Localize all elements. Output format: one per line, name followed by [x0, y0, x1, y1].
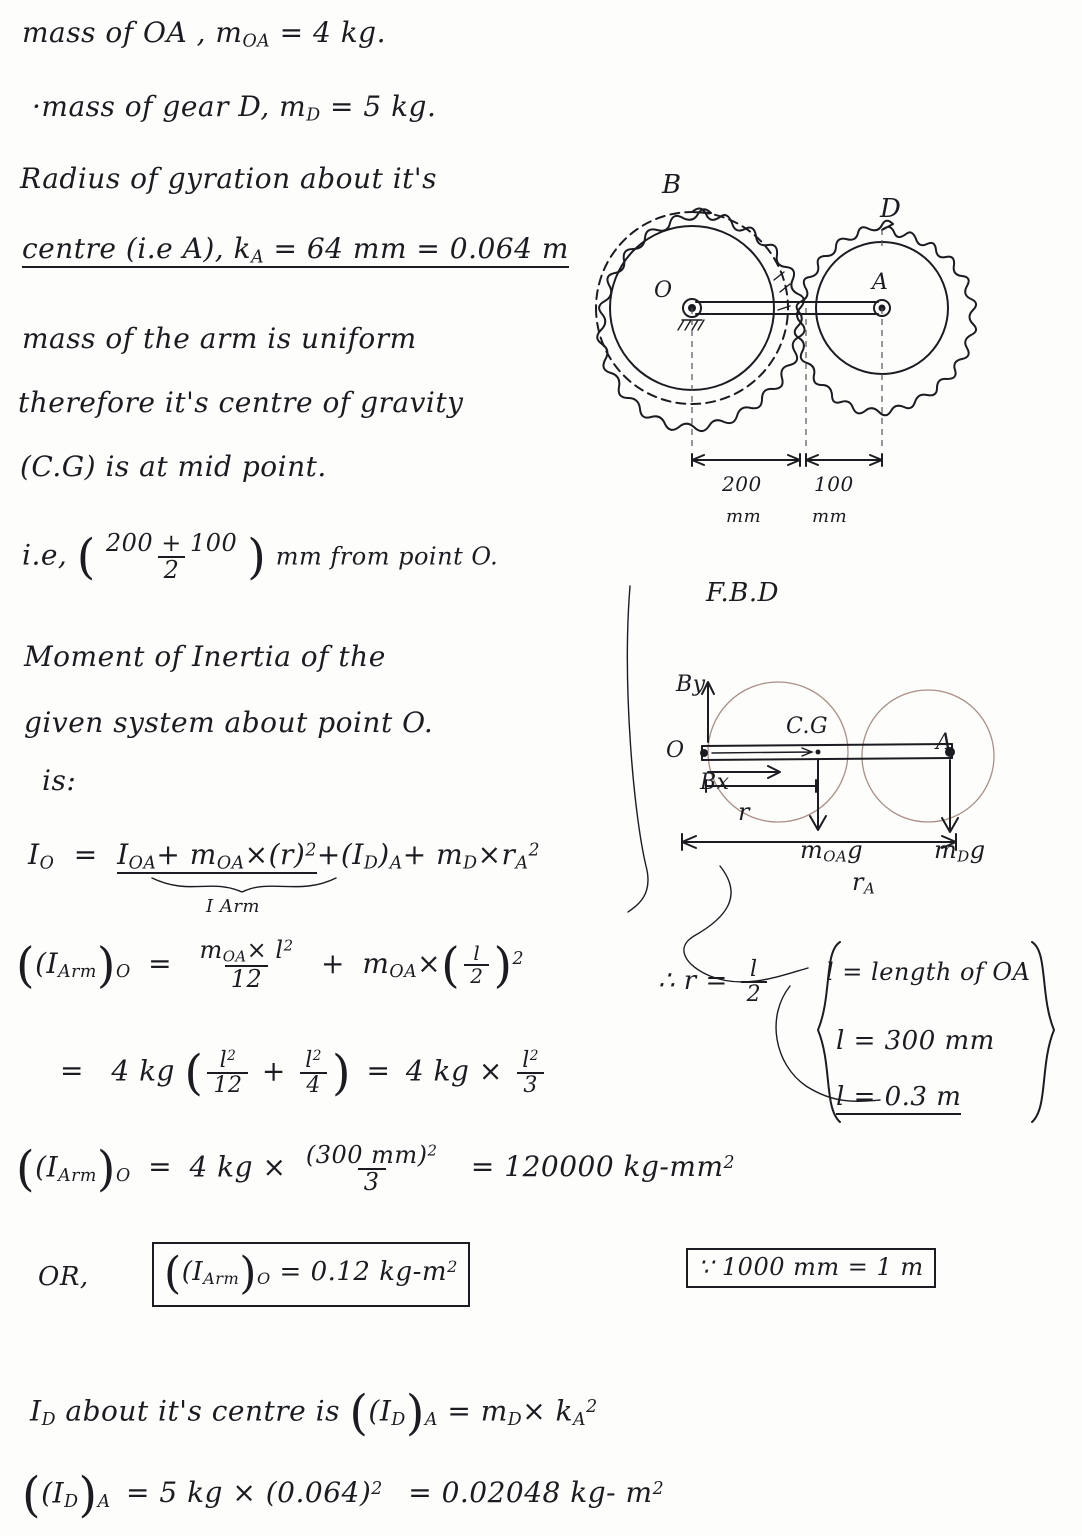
text: g	[847, 836, 864, 864]
equation-iarm: ($(I_{Arm})_O$ = $\frac{m_{OA}\times l^2}{12}$ + $m_{OA}\times$( $\frac{l}{2}$ )$^2$	[16, 936, 525, 994]
line-moi-1: Moment of Inertia of the	[24, 640, 386, 673]
fbd-label-By: By	[676, 672, 706, 697]
text: × k	[522, 1394, 574, 1428]
text: = 120000 kg-mm	[470, 1150, 724, 1184]
sub: OA	[216, 853, 245, 874]
label-iarm-brace: I Arm	[206, 896, 261, 917]
equation-iarm-line3: ($(I_{Arm})_O = 4$ kg × $\frac{(300 mm)^2}{3}$ = 120000 $kg-mm^2$	[16, 1140, 736, 1197]
text: = 0.02048 kg- m	[408, 1476, 653, 1510]
sub: D	[41, 1409, 56, 1430]
gear-label-O: O	[654, 278, 673, 303]
sup: 2	[283, 936, 294, 955]
text: (I	[41, 1476, 65, 1510]
sup: 2	[586, 1396, 598, 1417]
sub: O	[39, 853, 55, 874]
sub: O	[115, 1165, 131, 1186]
note-l-value-m: l = 0.3 m	[836, 1082, 961, 1115]
sup: 2	[312, 1048, 322, 1065]
text: ×	[417, 946, 442, 980]
denominator: 3	[358, 1168, 386, 1195]
text: (I	[181, 1257, 204, 1288]
fbd-label-r: r	[738, 798, 750, 826]
sup: 2	[427, 1141, 438, 1160]
equation-io	[28, 838, 540, 873]
sub: O	[257, 1269, 271, 1289]
text: m	[362, 946, 390, 980]
gear-dim-100-unit: mm	[812, 506, 848, 527]
denominator: 2	[464, 964, 489, 987]
text: =	[148, 946, 173, 980]
text: = 64 mm = 0.064 m	[264, 232, 569, 265]
sub: A	[389, 853, 403, 874]
denominator: 12	[207, 1072, 248, 1097]
text: +(I	[316, 838, 364, 871]
sub: A	[251, 247, 265, 268]
sub: OA	[389, 962, 418, 983]
text: = 5 kg × (0.064)	[126, 1476, 372, 1510]
text: m	[800, 836, 824, 864]
fbd-title: F.B.D	[706, 578, 779, 608]
text: I	[30, 1394, 42, 1428]
text: =	[148, 1150, 173, 1184]
gear-label-D: D	[880, 194, 902, 224]
sup: 2	[529, 1048, 539, 1065]
sup: 2	[227, 1048, 237, 1065]
text: × l	[246, 936, 284, 964]
fbd-label-CG: C.G	[786, 714, 829, 739]
gear-dim-200-value: 200	[722, 472, 762, 496]
text: ∵ 1000 mm = 1 m	[698, 1253, 924, 1281]
text: r	[852, 868, 864, 896]
text: mass of OA , m	[22, 16, 243, 49]
text: +	[261, 1054, 286, 1088]
sub: OA	[823, 847, 848, 866]
sup: 2	[723, 1152, 736, 1173]
sup: 2	[371, 1478, 383, 1499]
sub: A	[424, 1409, 438, 1430]
text: centre (i.e A), k	[22, 232, 252, 265]
sub: Arm	[203, 1269, 240, 1289]
sub: D	[306, 105, 321, 126]
text: + m	[402, 838, 464, 871]
sub: D	[507, 1409, 523, 1430]
denominator: 12	[225, 965, 269, 992]
sub: OA	[222, 947, 247, 966]
sup: 2	[305, 840, 317, 861]
line-mass-gear-d	[32, 90, 436, 125]
note-unit-conversion	[686, 1248, 936, 1288]
text: m	[199, 936, 223, 964]
text: (I	[35, 946, 59, 980]
text: )	[378, 838, 390, 871]
text: m	[934, 836, 958, 864]
text: = 4 kg.	[270, 16, 386, 49]
text: ∴ r =	[658, 966, 728, 997]
denominator: 2	[741, 981, 768, 1006]
sub: A	[97, 1491, 111, 1512]
gear-dim-100-value: 100	[814, 472, 854, 496]
fbd-label-A: A	[936, 730, 953, 755]
numerator: l	[305, 1047, 313, 1073]
text: 4 kg ×	[189, 1150, 287, 1184]
sub: D	[957, 847, 970, 866]
sub: OA	[242, 31, 271, 52]
text: I	[117, 838, 129, 871]
numerator: l	[219, 1047, 228, 1073]
line-id-centre: $I_D$ about it's centre is ($(I_D)_A = m_D\times k_A^2$	[30, 1386, 598, 1441]
text: i.e,	[22, 538, 68, 572]
equation-iarm-line2: = 4 kg ( $\frac{l^2}{12}$ + $\frac{l^2}{4}$ ) = 4 kg × $\frac{l^2}{3}$	[60, 1046, 549, 1101]
line-arm-uniform: mass of the arm is uniform	[22, 322, 417, 355]
text: =	[60, 1054, 84, 1088]
sub: Arm	[58, 1165, 97, 1186]
line-centre-ka	[22, 232, 569, 267]
line-mass-oa	[22, 16, 386, 51]
fbd-label-O: O	[666, 738, 685, 763]
text: + m	[156, 838, 217, 871]
line-radius-gyration: Radius of gyration about it's	[20, 162, 437, 195]
text: =	[366, 1054, 391, 1088]
line-id-value: ($(I_D)_A = 5$ kg × $(0.064)^2 = 0.02048$ kg- $m^2$	[22, 1468, 665, 1523]
fbd-label-moag	[800, 836, 863, 866]
text: (I	[35, 1150, 59, 1184]
sub: D	[391, 1409, 406, 1430]
numerator: l	[473, 941, 481, 966]
text: I	[28, 838, 40, 871]
text: = 0.12 kg-m	[270, 1257, 448, 1288]
sup: 2	[652, 1478, 665, 1499]
text: ×r	[477, 838, 516, 871]
text: =	[73, 838, 98, 871]
numerator: (300 mm)	[305, 1140, 428, 1169]
text: +	[320, 946, 345, 980]
or-label: OR,	[38, 1262, 89, 1292]
sub: Arm	[58, 962, 97, 983]
fbd-label-rA	[852, 868, 875, 898]
gear-label-A: A	[872, 270, 889, 295]
fbd-label-Bx: Bx	[700, 770, 730, 795]
denominator: 3	[517, 1072, 544, 1097]
text: = m	[437, 1394, 508, 1428]
numerator: l	[750, 957, 758, 982]
gear-label-B: B	[662, 170, 682, 200]
line-moi-2: given system about point O.	[24, 706, 434, 739]
sub: A	[573, 1409, 587, 1430]
line-cg-midpoint: (C.G) is at mid point.	[20, 450, 327, 483]
text: ×(r)	[244, 838, 306, 871]
sup: 2	[528, 840, 541, 861]
sub: A	[863, 879, 876, 898]
sub: D	[64, 1491, 79, 1512]
text: ·mass of gear D, m	[32, 90, 307, 123]
sup: 2	[447, 1257, 458, 1276]
line-is: is:	[42, 764, 77, 797]
boxed-result-iarm: ($(I_{Arm})_O = 0.12$ $kg-m^2$	[152, 1242, 470, 1307]
line-centre-gravity: therefore it's centre of gravity	[18, 386, 464, 419]
numerator: 200 + 100	[105, 528, 238, 557]
sub: A	[515, 853, 529, 874]
note-l-definition: l = length of OA	[826, 958, 1031, 986]
gear-dim-200-unit: mm	[726, 506, 762, 527]
sub: O	[115, 962, 131, 983]
text: = 5 kg.	[320, 90, 437, 123]
text: about it's centre is	[55, 1394, 340, 1428]
denominator: 2	[158, 556, 186, 583]
note-l-value-mm: l = 300 mm	[836, 1026, 995, 1056]
sub: D	[363, 853, 379, 874]
text: 4 kg ×	[405, 1054, 503, 1088]
sup: 2	[512, 949, 525, 970]
text: 4 kg	[111, 1054, 175, 1088]
denominator: 4	[300, 1072, 327, 1097]
line-ie-fraction: i.e, ( $\frac{200 + 100}{2}$ ) mm from point O.	[22, 528, 499, 585]
fbd-label-mDg	[934, 836, 986, 866]
sub: D	[463, 853, 478, 874]
numerator: l	[522, 1047, 530, 1073]
text: g	[969, 836, 986, 864]
sub: OA	[128, 853, 157, 874]
text: mm from point O.	[275, 542, 499, 571]
text: (I	[368, 1394, 392, 1428]
